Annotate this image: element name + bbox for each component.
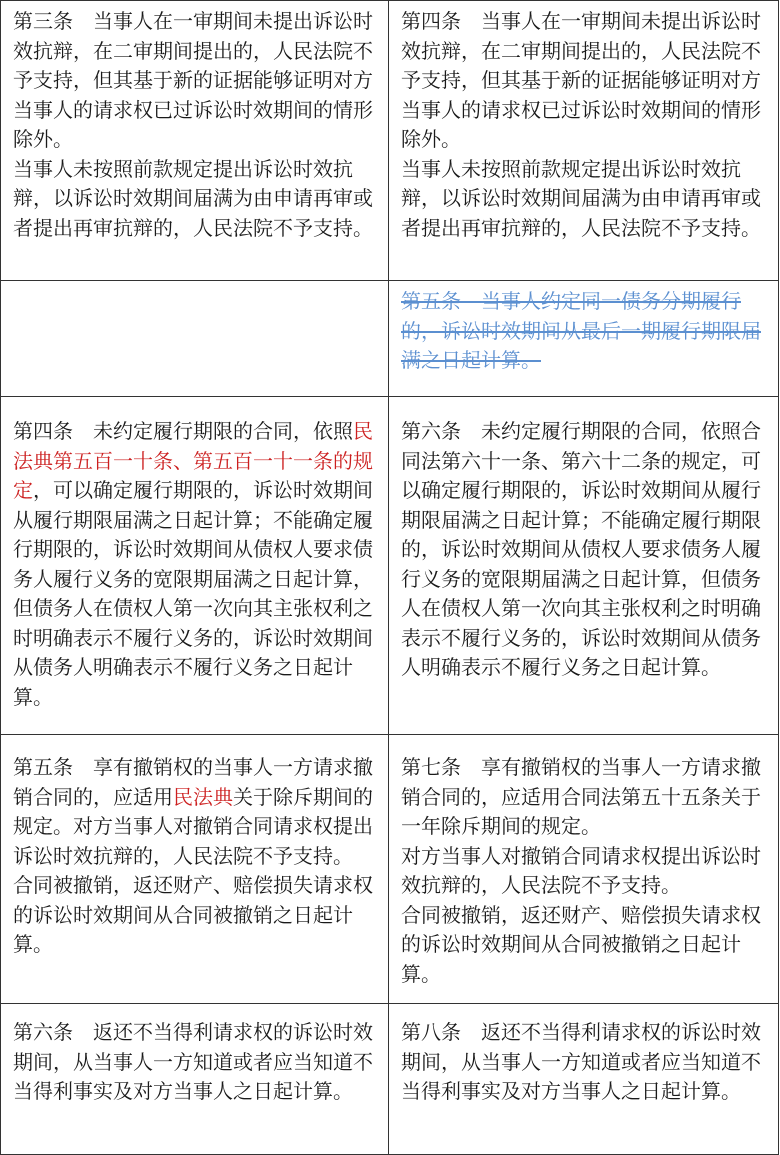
deleted-article-text: 第五条 当事人约定同一债务分期履行的，诉讼时效期间从最后一期履行期限届满之日起计算。 [401,289,761,372]
article-paragraph: 第八条 返还不当得利请求权的诉讼时效期间，从当事人一方知道或者应当知道不当得利事实及对方当事人之日起计算。 [401,1020,761,1103]
article-paragraph: 合同被撤销，返还财产、赔偿损失请求权的诉讼时效期间从合同被撤销之日起计算。 [401,902,761,986]
article-paragraph: 合同被撤销，返还财产、赔偿损失请求权的诉讼时效期间从合同被撤销之日起计算。 [13,873,373,956]
table-row [1,281,779,397]
new-provision-cell [1,735,389,1004]
new-provision-cell [1,1004,389,1155]
old-provision-cell [389,397,779,735]
table-row [1,1,779,281]
table-row [1,1004,779,1155]
article-paragraph: 第七条 享有撤销权的当事人一方请求撤销合同的，应适用合同法第五十五条关于一年除斥期间的规定。 [401,755,761,838]
article-paragraph: 当事人未按照前款规定提出诉讼时效抗辩，以诉讼时效期间届满为由申请再审或者提出再审抗辩的，人民法院不予支持。 [13,156,373,240]
article-paragraph [13,417,378,712]
table-row [1,735,779,1004]
table-row [1,397,779,735]
article-text: 关于除斥期间的规定。对方当事人对撤销合同请求权提出诉讼时效抗辩的，人民法院不予支持。 [13,784,373,868]
article-text: 第四条 未约定履行期限的合同，依照 [13,419,353,443]
amended-reference-text: 民法典第五百一十条、第五百一十一条的规定 [13,419,373,502]
article-text: 第五条 享有撤销权的当事人一方请求撤销合同的，应适用 [13,755,373,809]
article-text: ，可以确定履行期限的，诉讼时效期间从履行期限届满之日起计算；不能确定履行期限的，诉讼时效期间从债权人要求债务人履行义务的宽限期届满之日起计算，但债务人在债权人第一次向其主张权利之时明确表示不履行义务的，诉讼时效期间从债务人明确表示不履行义务之日起计算。 [13,478,373,709]
article-paragraph: 第六条 返还不当得利请求权的诉讼时效期间，从当事人一方知道或者应当知道不当得利事实及对方当事人之日起计算。 [13,1020,373,1103]
old-provision-cell [389,1,779,281]
old-provision-cell [389,1004,779,1155]
article-paragraph: 第六条 未约定履行期限的合同，依照合同法第六十一条、第六十二条的规定，可以确定履行期限的，诉讼时效期间从履行期限届满之日起计算；不能确定履行期限的，诉讼时效期间从债权人要求债务人履行义务的宽限期届满之日起计算，但债务人在债权人第一次向其主张权利之时明确表示不履行义务的，诉讼时效期间从债务人明确表示不履行义务之日起计算。 [401,419,761,679]
article-paragraph: 第四条 当事人在一审期间未提出诉讼时效抗辩，在二审期间提出的，人民法院不予支持，但其基于新的证据能够证明对方当事人的请求权已过诉讼时效期间的情形除外。 [401,9,761,151]
article-paragraph: 第三条 当事人在一审期间未提出诉讼时效抗辩，在二审期间提出的，人民法院不予支持，但其基于新的证据能够证明对方当事人的请求权已过诉讼时效期间的情形除外。 [13,9,373,151]
empty-cell [1,281,389,397]
amended-reference-text: 民法典 [173,784,233,809]
new-provision-cell [1,1,389,281]
old-provision-cell [389,281,779,397]
article-paragraph: 当事人未按照前款规定提出诉讼时效抗辩，以诉讼时效期间届满为由申请再审或者提出再审抗辩的，人民法院不予支持。 [401,156,761,240]
new-provision-cell [1,397,389,735]
article-paragraph: 对方当事人对撤销合同请求权提出诉讼时效抗辩的，人民法院不予支持。 [401,843,761,897]
old-provision-cell [389,735,779,1004]
article-paragraph [13,753,378,871]
